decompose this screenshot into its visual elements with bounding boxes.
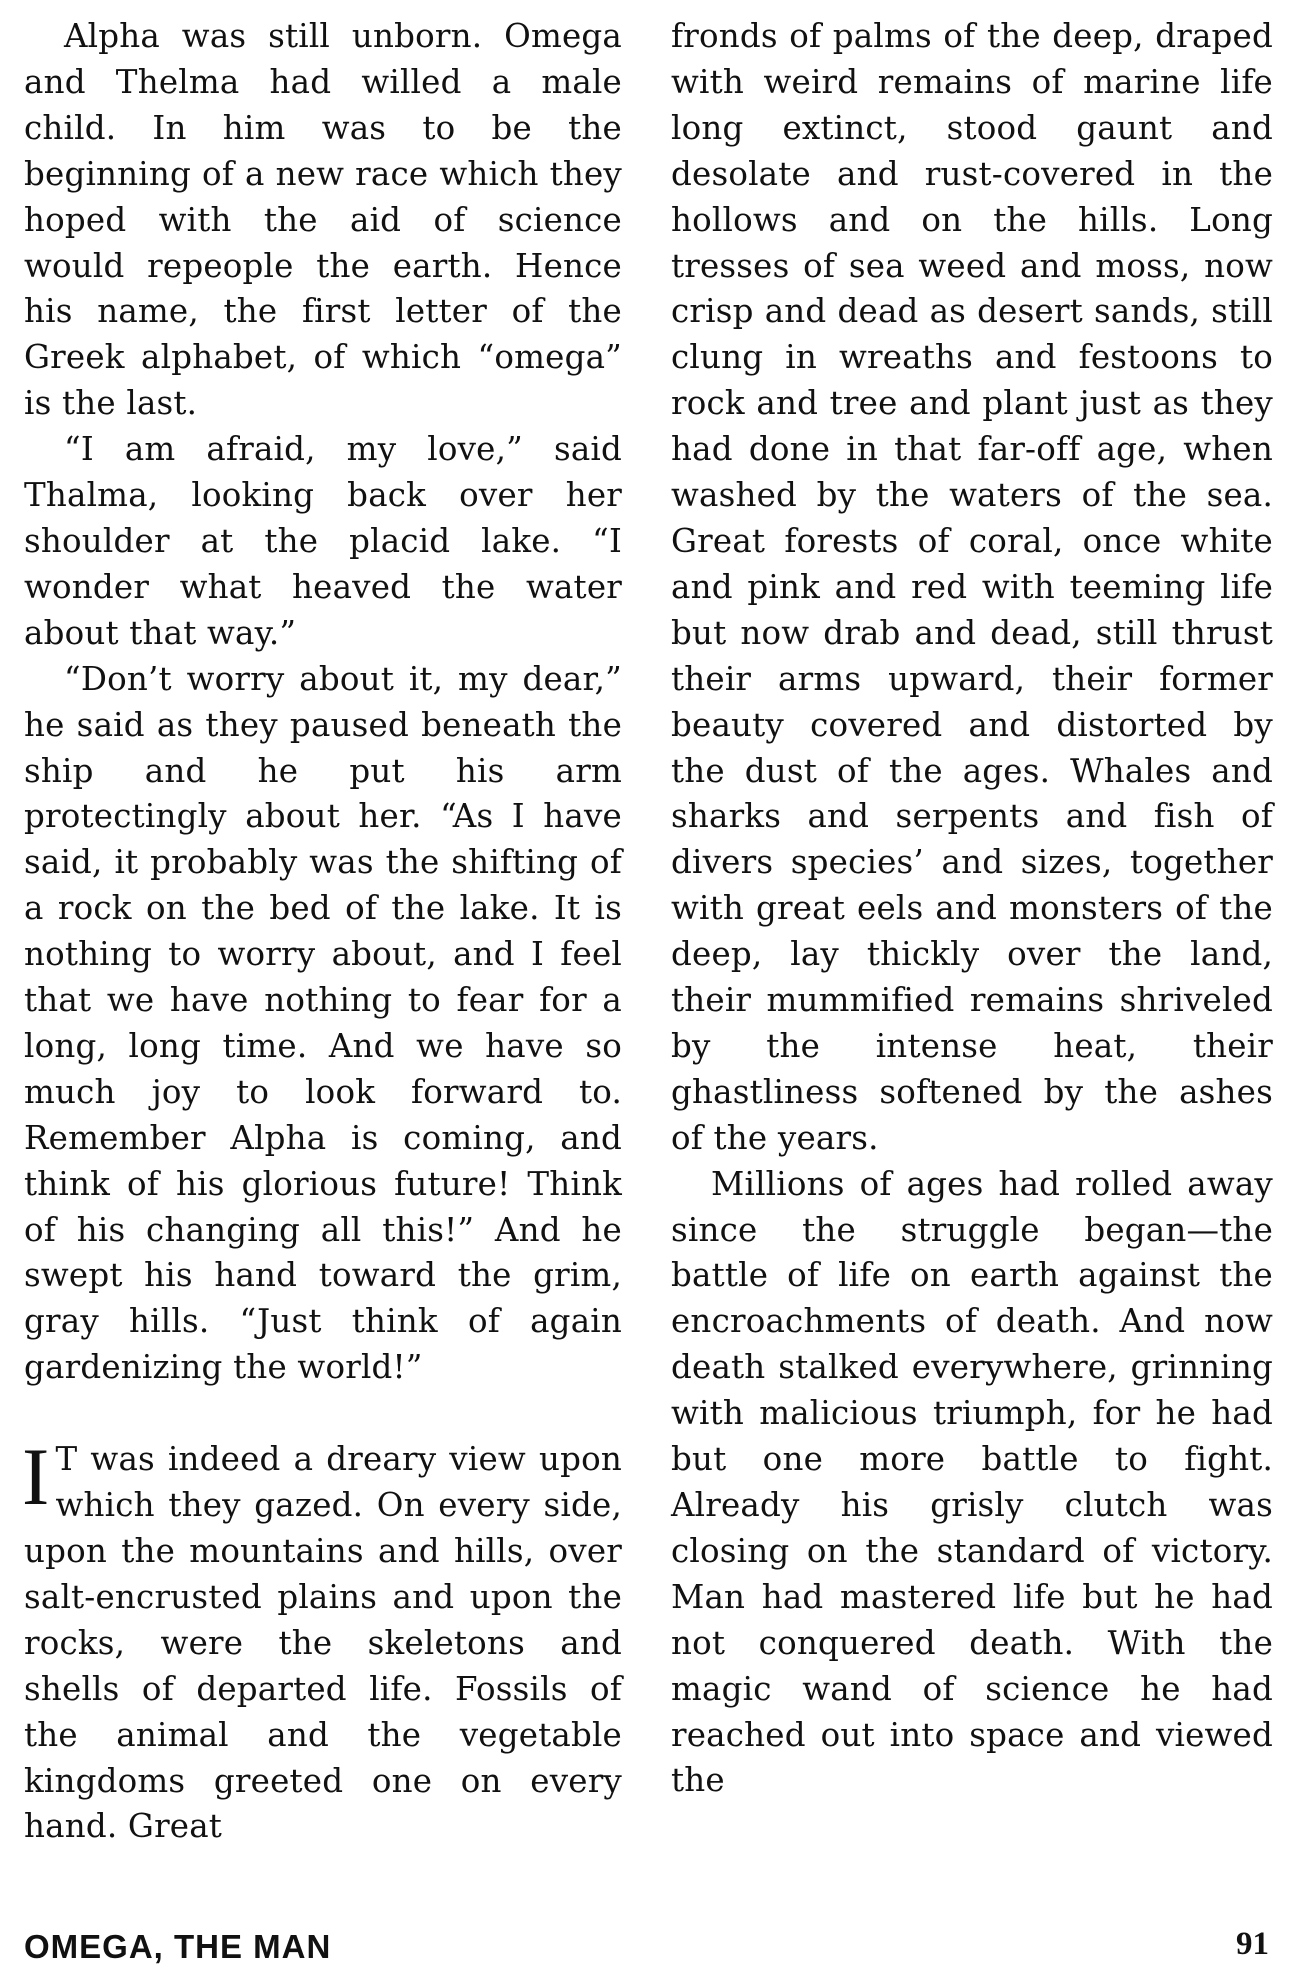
section-opening-paragraph xyxy=(22,1431,622,1850)
paragraph: fronds of palms of the deep, draped with weird remains of marine life long extinct, stood gaunt and desolate and rust-covered in the hollows and on the hills. Long tresses of sea weed and moss, now crisp and dead as desert sands, still clung in wreaths and festoons to rock and tree and plant just as they had done in that far-off age, when washed by the waters of the sea. Great forests of coral, once white and pink and red with teeming life but now drab and dead, still thrust their arms upward, their former beauty covered and distorted by the dust of the ages. Whales and sharks and serpents and fish of divers species’ and sizes, together with great eels and monsters of the deep, lay thickly over the land, their mummified remains shriveled by the intense heat, their ghastliness softened by the ashes of the years. xyxy=(671,17,1273,1157)
page-number: 91 xyxy=(1236,1926,1269,1962)
paragraph: Millions of ages had rolled away since the struggle began—the battle of life on earth against the encroachments of death. And now death stalked everywhere, grinning with malicious triumph, for he had but one more battle to fight. Already his grisly clutch was closing on the standard of victory. Man had mastered life but he had not conquered death. With the magic wand of science he had reached out into space and viewed the xyxy=(671,1164,1273,1800)
right-column xyxy=(671,14,1273,1804)
paragraph: “I am afraid, my love,” said Thalma, looking back over her shoulder at the placid lake. “I wonder what heaved the water about that way.” xyxy=(24,430,622,652)
drop-cap: I xyxy=(22,1431,50,1523)
paragraph: Alpha was still unborn. Omega and Thelma had willed a male child. In him was to be the beginning of a new race which they hoped with the aid of science would repeople the earth. Hence his name, the first letter of the Greek alphabet, of which “omega” is the last. xyxy=(24,17,622,423)
running-footer-title: OMEGA, THE MAN xyxy=(24,1928,332,1965)
paragraph-text: T was indeed a dreary view upon which they gazed. On every side, upon the mountains and hills, over salt-encrusted plains and upon the rocks, were the skeletons and shells of departed life. Fossils of the animal and the vegetable kingdoms greeted one on every hand. Great xyxy=(24,1440,622,1846)
paragraph: “Don’t worry about it, my dear,” he said as they paused beneath the ship and he put his arm protectingly about her. “As I have said, it probably was the shifting of a rock on the bed of the lake. It is nothing to worry about, and I feel that we have nothing to fear for a long, long time. And we have so much joy to look forward to. Remember Alpha is coming, and think of his glorious future! Think of his changing all this!” And he swept his hand toward the grim, gray hills. “Just think of again gardenizing the world!” xyxy=(24,659,622,1387)
left-column xyxy=(24,14,622,1850)
